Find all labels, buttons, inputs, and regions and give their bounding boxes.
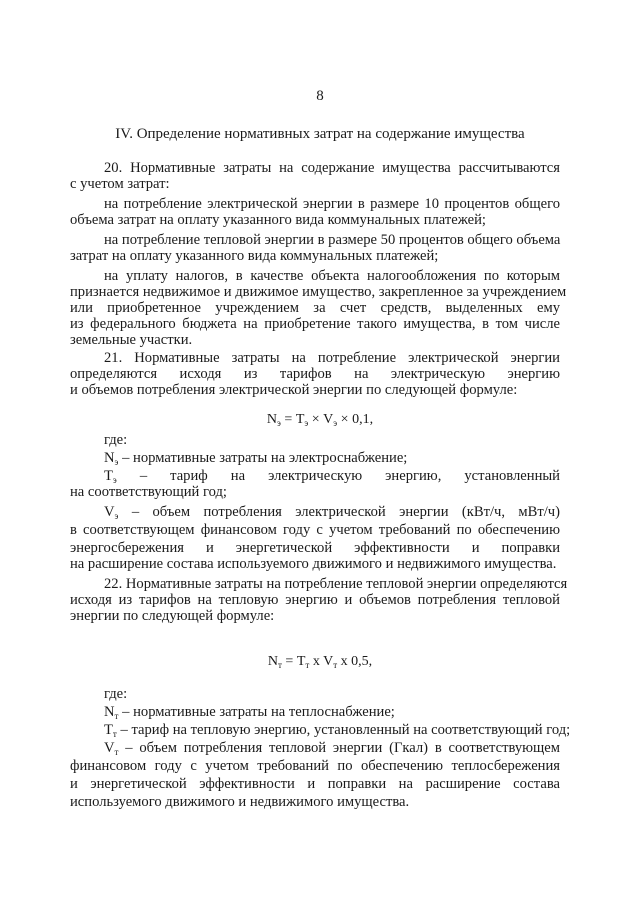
paragraph-line: 21. Нормативные затраты на потребление электрической энергии xyxy=(104,350,560,366)
paragraph-line: на потребление тепловой энергии в размере 50 процентов общего объема xyxy=(104,232,561,248)
paragraph-line: земельные участки. xyxy=(70,332,193,348)
definition-line: $N_т$ – нормативные затраты на теплоснабжение; xyxy=(104,704,395,721)
paragraph-line: признается недвижимое и движимое имущество, закрепленное за учреждением xyxy=(70,284,567,300)
paragraph-line: или приобретенное учреждением за счет средств, выделенных ему xyxy=(70,300,560,316)
paragraph-line: энергии по следующей формуле: xyxy=(70,608,275,624)
paragraph-line: с учетом затрат: xyxy=(70,176,170,192)
paragraph-line: и энергетической эффективности и поправки на расширение состава xyxy=(70,776,560,792)
paragraph-line: объема затрат на оплату указанного вида коммунальных платежей; xyxy=(70,212,486,228)
paragraph-line: из федерального бюджета на приобретение такого имущества, в том числе xyxy=(70,316,560,332)
paragraph-line: определяются исходя из тарифов на электрическую энергию xyxy=(70,366,560,382)
definition-line: $V_э$ – объем потребления электрической энергии (кВт/ч, мВт/ч) xyxy=(104,504,561,521)
formula-electricity: $N_э = T_э \times V_э \times 0,1$, xyxy=(266,412,374,428)
where-label: где: xyxy=(104,686,128,702)
definition-line: $N_э$ – нормативные затраты на электроснабжение; xyxy=(104,450,408,467)
definition-line: $V_т$ – объем потребления тепловой энергии (Гкал) в соответствующем xyxy=(104,740,560,757)
where-label: где: xyxy=(104,432,128,448)
paragraph-line: энергосбережения и энергетической эффективности и поправки xyxy=(70,540,560,556)
definition-line: $T_т$ – тариф на тепловую энергию, установленный на соответствующий год; xyxy=(104,722,571,739)
paragraph-line: 22. Нормативные затраты на потребление тепловой энергии определяются xyxy=(104,576,568,592)
paragraph-line: финансовом году с учетом требований по обеспечению теплосбережения xyxy=(70,758,560,774)
paragraph-line: исходя из тарифов на тепловую энергию и объемов потребления тепловой xyxy=(70,592,560,608)
definition-line: $T_э$ – тариф на электрическую энергию, установленный xyxy=(104,468,560,485)
paragraph-line: на уплату налогов, в качестве объекта налогообложения по которым xyxy=(104,268,560,284)
paragraph-line: на расширение состава используемого движимого и недвижимого имущества. xyxy=(70,556,557,572)
paragraph-line: затрат на оплату указанного вида коммунальных платежей; xyxy=(70,248,439,264)
paragraph-line: и объемов потребления электрической энергии по следующей формуле: xyxy=(70,382,518,398)
paragraph-line: в соответствующем финансовом году с учетом требований по обеспечению xyxy=(70,522,560,538)
formula-heat: $N_т = T_т$ x $V_т$ x 0,5, xyxy=(267,654,373,670)
paragraph-line: на потребление электрической энергии в размере 10 процентов общего xyxy=(104,196,560,212)
page-number: 8 xyxy=(316,88,324,104)
paragraph-line: 20. Нормативные затраты на содержание имущества рассчитываются xyxy=(104,160,560,176)
paragraph-line: используемого движимого и недвижимого имущества. xyxy=(70,794,410,810)
paragraph-line: на соответствующий год; xyxy=(70,484,227,500)
section-title: IV. Определение нормативных затрат на содержание имущества xyxy=(115,126,525,142)
